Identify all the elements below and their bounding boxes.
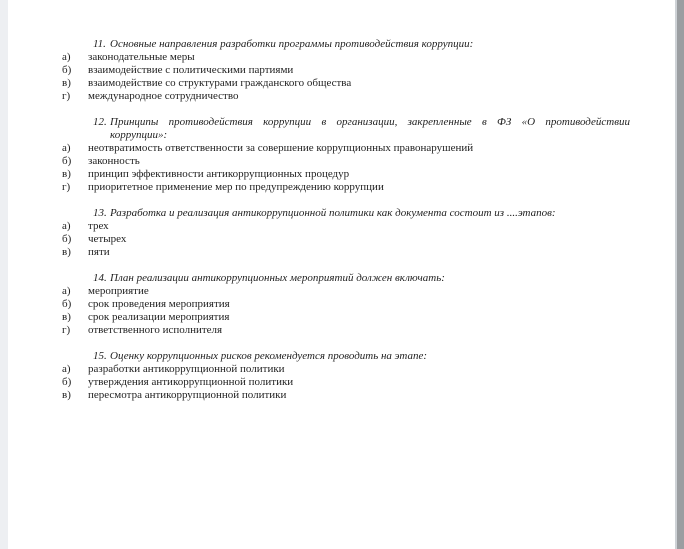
question-heading — [93, 272, 630, 285]
option-text: законность — [88, 155, 140, 167]
option-letter: г) — [62, 90, 71, 102]
option-letter: а) — [62, 363, 71, 375]
option-text: трех — [88, 220, 109, 232]
option-text: взаимодействие со структурами гражданского общества — [88, 77, 352, 89]
option-text: пересмотра антикоррупционной политики — [88, 389, 287, 401]
option-text: неотвратимость ответственности за совершение коррупционных правонарушений — [88, 142, 474, 154]
option-letter: в) — [62, 246, 71, 258]
question-block-12 — [0, 116, 684, 194]
answer-option — [62, 298, 644, 311]
question-heading — [93, 207, 630, 220]
answer-option — [62, 376, 644, 389]
answer-option — [62, 324, 644, 337]
question-text: Принципы противодействия коррупции в организации, закрепленные в ФЗ «О противодействии — [110, 116, 630, 128]
option-text: мероприятие — [88, 285, 149, 297]
question-number: 13. — [93, 207, 107, 219]
option-letter: б) — [62, 64, 72, 76]
option-letter: в) — [62, 389, 71, 401]
option-letter: в) — [62, 77, 71, 89]
question-number: 15. — [93, 350, 107, 362]
answer-option — [62, 389, 644, 402]
option-text: пяти — [88, 246, 110, 258]
option-text: разработки антикоррупционной политики — [88, 363, 285, 375]
option-text: взаимодействие с политическими партиями — [88, 64, 294, 76]
question-number: 14. — [93, 272, 107, 284]
answer-option — [62, 220, 644, 233]
document-page — [0, 38, 684, 402]
question-block-11 — [0, 38, 684, 103]
answer-option — [62, 363, 644, 376]
option-letter: в) — [62, 311, 71, 323]
answer-option — [62, 246, 644, 259]
option-text: четырех — [88, 233, 127, 245]
question-heading — [0, 116, 684, 142]
answer-option — [62, 77, 644, 90]
option-letter: б) — [62, 155, 72, 167]
option-letter: а) — [62, 285, 71, 297]
option-text: принцип эффективности антикоррупционных процедур — [88, 168, 350, 180]
question-text: План реализации антикоррупционных мероприятий должен включать: — [110, 272, 445, 284]
option-letter: г) — [62, 181, 71, 193]
option-letter: б) — [62, 233, 72, 245]
question-heading-line1 — [93, 116, 630, 129]
option-text: ответственного исполнителя — [88, 324, 223, 336]
answer-option — [62, 311, 644, 324]
answer-option — [62, 155, 644, 168]
question-text: Основные направления разработки программы противодействия коррупции: — [110, 38, 474, 50]
answer-option — [62, 90, 644, 103]
answer-option — [62, 181, 644, 194]
option-text: утверждения антикоррупционной политики — [88, 376, 294, 388]
scrollbar[interactable] — [675, 0, 684, 549]
answer-option — [62, 168, 644, 181]
answer-option — [62, 51, 644, 64]
question-number: 12. — [93, 116, 107, 128]
question-heading — [93, 350, 630, 363]
option-letter: а) — [62, 51, 71, 63]
option-letter: а) — [62, 142, 71, 154]
option-letter: б) — [62, 376, 72, 388]
question-block-14 — [0, 272, 684, 337]
question-block-15 — [0, 350, 684, 402]
option-text: срок проведения мероприятия — [88, 298, 230, 310]
answer-option — [62, 285, 644, 298]
question-heading — [93, 38, 630, 51]
question-heading-line2: коррупции»: — [110, 129, 168, 141]
option-letter: в) — [62, 168, 71, 180]
question-text: Оценку коррупционных рисков рекомендуется проводить на этапе: — [110, 350, 427, 362]
question-number: 11. — [93, 38, 106, 50]
option-letter: а) — [62, 220, 71, 232]
answer-option — [62, 233, 644, 246]
question-text: Разработка и реализация антикоррупционной политики как документа состоит из ....этапов: — [110, 207, 556, 219]
option-text: законодательные меры — [88, 51, 195, 63]
answer-option — [62, 142, 644, 155]
option-text: международное сотрудничество — [88, 90, 239, 102]
answer-option — [62, 64, 644, 77]
option-letter: г) — [62, 324, 71, 336]
option-text: приоритетное применение мер по предупреждению коррупции — [88, 181, 384, 193]
page-left-edge — [0, 0, 8, 549]
option-letter: б) — [62, 298, 72, 310]
question-block-13 — [0, 207, 684, 259]
option-text: срок реализации мероприятия — [88, 311, 230, 323]
